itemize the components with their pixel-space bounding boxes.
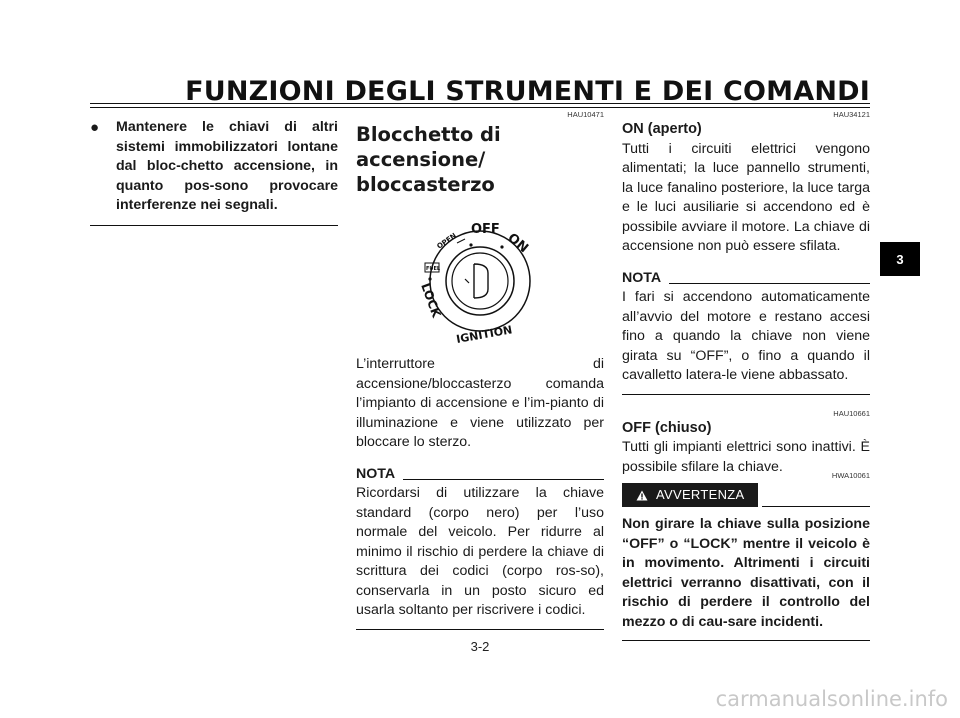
note-rule xyxy=(403,479,604,480)
ref-code: HAU10661 xyxy=(833,408,870,418)
label-on: ON xyxy=(504,230,531,257)
warning-triangle-icon xyxy=(636,490,648,501)
note-text: I fari si accendono automaticamente all’avvio del motore e restano accesi fino a quando la chiave non viene girata su “OFF”, o fino a quando il cavalletto latera-le viene abbassato. xyxy=(622,289,870,383)
column-middle xyxy=(356,110,604,630)
section-title: Blocchetto di accensione/ bloccasterzo xyxy=(356,123,501,196)
chapter-tab: 3 xyxy=(880,242,920,276)
note-heading xyxy=(356,465,604,485)
warning-label: AVVERTENZA xyxy=(656,487,745,503)
ref-code: HAU34121 xyxy=(833,110,870,119)
intro-paragraph: L’interruttore di accensione/bloccasterzo comanda l’impianto di accensione e l’im-pianto di illuminazione e viene utilizzato per bloccare lo sterzo. xyxy=(356,356,604,450)
section-end-rule xyxy=(90,225,338,226)
label-fuel: FUEL xyxy=(426,266,441,272)
page-header-title: FUNZIONI DEGLI STRUMENTI E DEI COMANDI xyxy=(185,76,870,107)
note-label: NOTA xyxy=(622,269,662,286)
off-position-title: OFF (chiuso) xyxy=(622,419,712,436)
note-end-rule xyxy=(622,394,870,395)
warning-badge xyxy=(622,483,758,507)
note-rule xyxy=(669,283,870,284)
ref-code: HAU10471 xyxy=(567,110,604,119)
off-position-text: Tutti gli impianti elettrici sono inattivi. È possibile sfilare la chiave. xyxy=(622,439,870,475)
warning-rule xyxy=(762,506,870,507)
header-rule xyxy=(90,107,870,108)
note-end-rule xyxy=(356,629,604,630)
column-right xyxy=(622,110,870,641)
label-lock: LOCK xyxy=(418,281,444,320)
bullet-icon: ● xyxy=(90,119,100,136)
ignition-switch-figure xyxy=(415,209,545,349)
header-rule xyxy=(90,103,870,104)
column-left xyxy=(90,110,338,226)
bullet-item xyxy=(90,118,338,216)
watermark: carmanualsonline.info xyxy=(715,687,948,711)
bullet-text: Mantenere le chiavi di altri sistemi immobilizzatori lontane dal bloc-chetto accensione, in quanto pos-sono provocare interferenze nei segnali. xyxy=(116,119,338,213)
label-ignition: IGNITION xyxy=(455,323,514,346)
note-heading xyxy=(622,269,870,289)
label-off: OFF xyxy=(471,222,500,237)
label-open: OPEN xyxy=(435,231,458,251)
note-label: NOTA xyxy=(356,465,396,482)
note-text: Ricordarsi di utilizzare la chiave standard (corpo nero) per l’uso normale del veicolo. Per ridurre al minimo il rischio di perdere la chiave di scrittura dei codici (corpo ros-so), conservarla in un posto sicuro ed usarla soltanto per riscrivere i codici. xyxy=(356,485,604,618)
on-position-text: Tutti i circuiti elettrici vengono alimentati; la luce pannello strumenti, la luce fanalino posteriore, la luce targa e le luci ausiliarie si accendono ed è possibile avviare il motore. La chiave di accensione non può essere sfilata. xyxy=(622,140,870,254)
on-position-title: ON (aperto) xyxy=(622,121,702,137)
ref-code: HWA10061 xyxy=(831,471,870,480)
warning-heading xyxy=(622,483,870,511)
warning-text: Non girare la chiave sulla posizione “OFF” o “LOCK” mentre il veicolo è in movimento. Altrimenti i circuiti elettrici verranno disattivati, con il rischio di perdere il controllo del mezzo o di cau-sare incidenti. xyxy=(622,516,870,630)
page-number: 3-2 xyxy=(470,639,490,654)
